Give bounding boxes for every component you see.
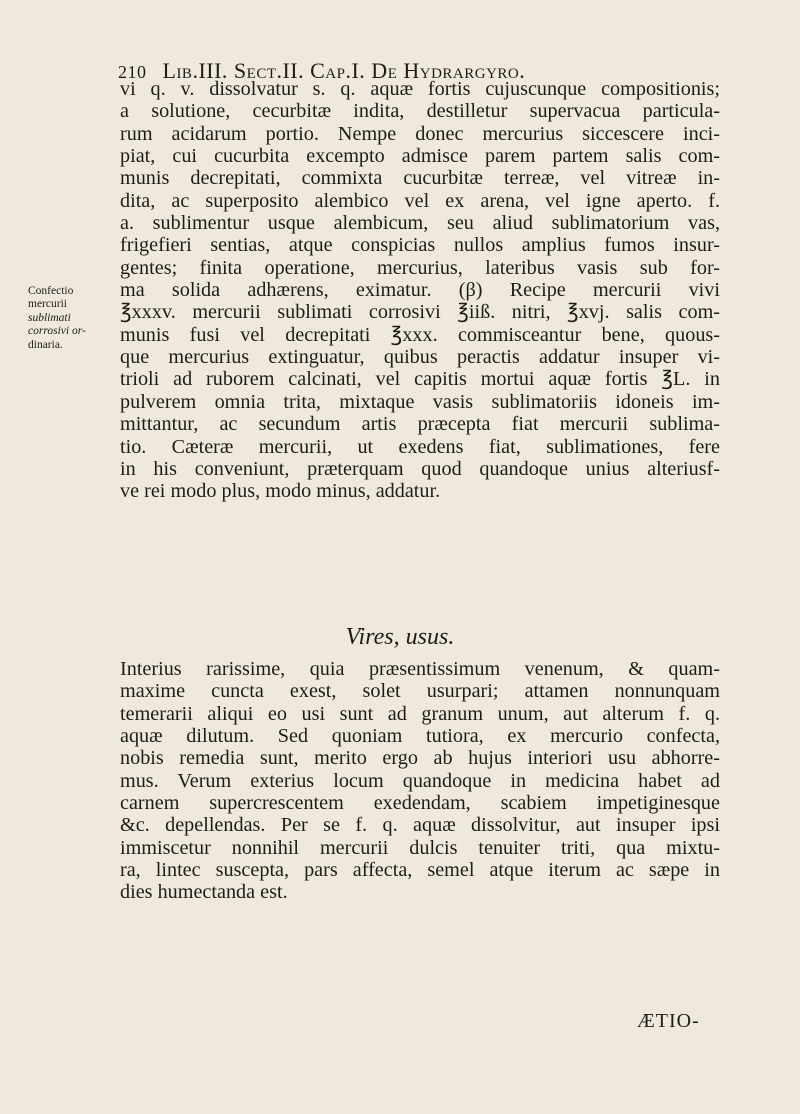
text-line: gentes; finita operatione, mercurius, lateribus vasis sub for- (120, 256, 720, 279)
text-line: nobis remedia sunt, merito ergo ab hujus interiori usu abhorre- (120, 747, 720, 770)
text-line: ℥xxxv. mercurii sublimati corrosivi ℥iiß. nitri, ℥xvj. salis com- (120, 301, 720, 324)
marginal-note-line: Confectio (28, 285, 74, 297)
text-line: mittantur, ac secundum artis præcepta fiat mercurii sublima- (120, 413, 720, 436)
text-line: vi q. v. dissolvatur s. q. aquæ fortis cujuscunque compositionis; (120, 78, 720, 100)
text-line: temerarii aliqui eo usi sunt ad granum unum, aut alterum f. q. (120, 702, 720, 725)
text-line: dita, ac superposito alembico vel ex arena, vel igne aperto. f. (120, 189, 720, 212)
text-line: mus. Verum exterius locum quandoque in medicina habet ad (120, 769, 720, 792)
text-line: ma solida adhærens, eximatur. (β) Recipe mercurii vivi (120, 279, 720, 302)
text-line: immiscetur nonnihil mercurii dulcis tenuiter triti, qua mixtu- (120, 836, 720, 859)
text-line: pulverem omnia trita, mixtaque vasis sublimatoriis idoneis im- (120, 390, 720, 413)
marginal-note-line: corrosivi or- (28, 325, 86, 338)
text-line: dies humectanda est. (120, 881, 288, 904)
text-line: munis fusi vel decrepitati ℥xxx. commisceantur bene, quous- (120, 323, 720, 346)
text-line: ra, lintec suscepta, pars affecta, semel atque iterum ac sæpe in (120, 859, 720, 882)
text-line: Interius rarissime, quia præsentissimum venenum, & quam- (120, 658, 720, 680)
running-head-title: Lib.III. Sect.II. Cap.I. De Hydrargyro. (162, 58, 526, 83)
text-line: in his conveniunt, præterquam quod quandoque unius alteriusf- (120, 457, 720, 480)
text-line: aquæ dilutum. Sed quoniam tutiora, ex mercurio confecta, (120, 725, 720, 748)
text-line: ve rei modo plus, modo minus, addatur. (120, 480, 441, 503)
paragraph-uses (120, 658, 720, 904)
text-line: tio. Cæteræ mercurii, ut exedens fiat, sublimationes, fere (120, 435, 720, 458)
section-heading: Vires, usus. (345, 624, 455, 650)
paragraph-preparation (120, 78, 720, 503)
marginal-note (28, 285, 116, 352)
text-line: piat, cui cucurbita excempto admisce parem partem salis com- (120, 145, 720, 168)
text-line: carnem supercrescentem exedendam, scabiem impetiginesque (120, 792, 720, 815)
marginal-note-line: mercurii (28, 298, 67, 311)
text-line: frigefieri sentias, atque conspicias nullos amplius fumos insur- (120, 234, 720, 257)
text-line: a. sublimentur usque alembicum, seu aliud sublimatorium vas, (120, 212, 720, 235)
page-number: 210 (118, 62, 147, 82)
text-line: maxime cuncta exest, solet usurpari; attamen nonnunquam (120, 680, 720, 703)
text-line: &c. depellendas. Per se f. q. aquæ dissolvitur, aut insuper ipsi (120, 814, 720, 837)
text-line: munis decrepitati, commixta cucurbitæ terreæ, vel vitreæ in- (120, 167, 720, 190)
catchword: ÆTIO- (637, 1010, 700, 1032)
text-line: a solutione, cecurbitæ indita, destilletur supervacua particula- (120, 100, 720, 123)
text-line: trioli ad ruborem calcinati, vel capitis mortui aquæ fortis ℥L. in (120, 368, 720, 391)
marginal-note-line: dinaria. (28, 338, 63, 351)
text-line: que mercurius extinguatur, quibus peractis addatur insuper vi- (120, 346, 720, 369)
text-line: rum acidarum portio. Nempe donec mercurius siccescere inci- (120, 122, 720, 145)
marginal-note-line: sublimati (28, 311, 71, 324)
